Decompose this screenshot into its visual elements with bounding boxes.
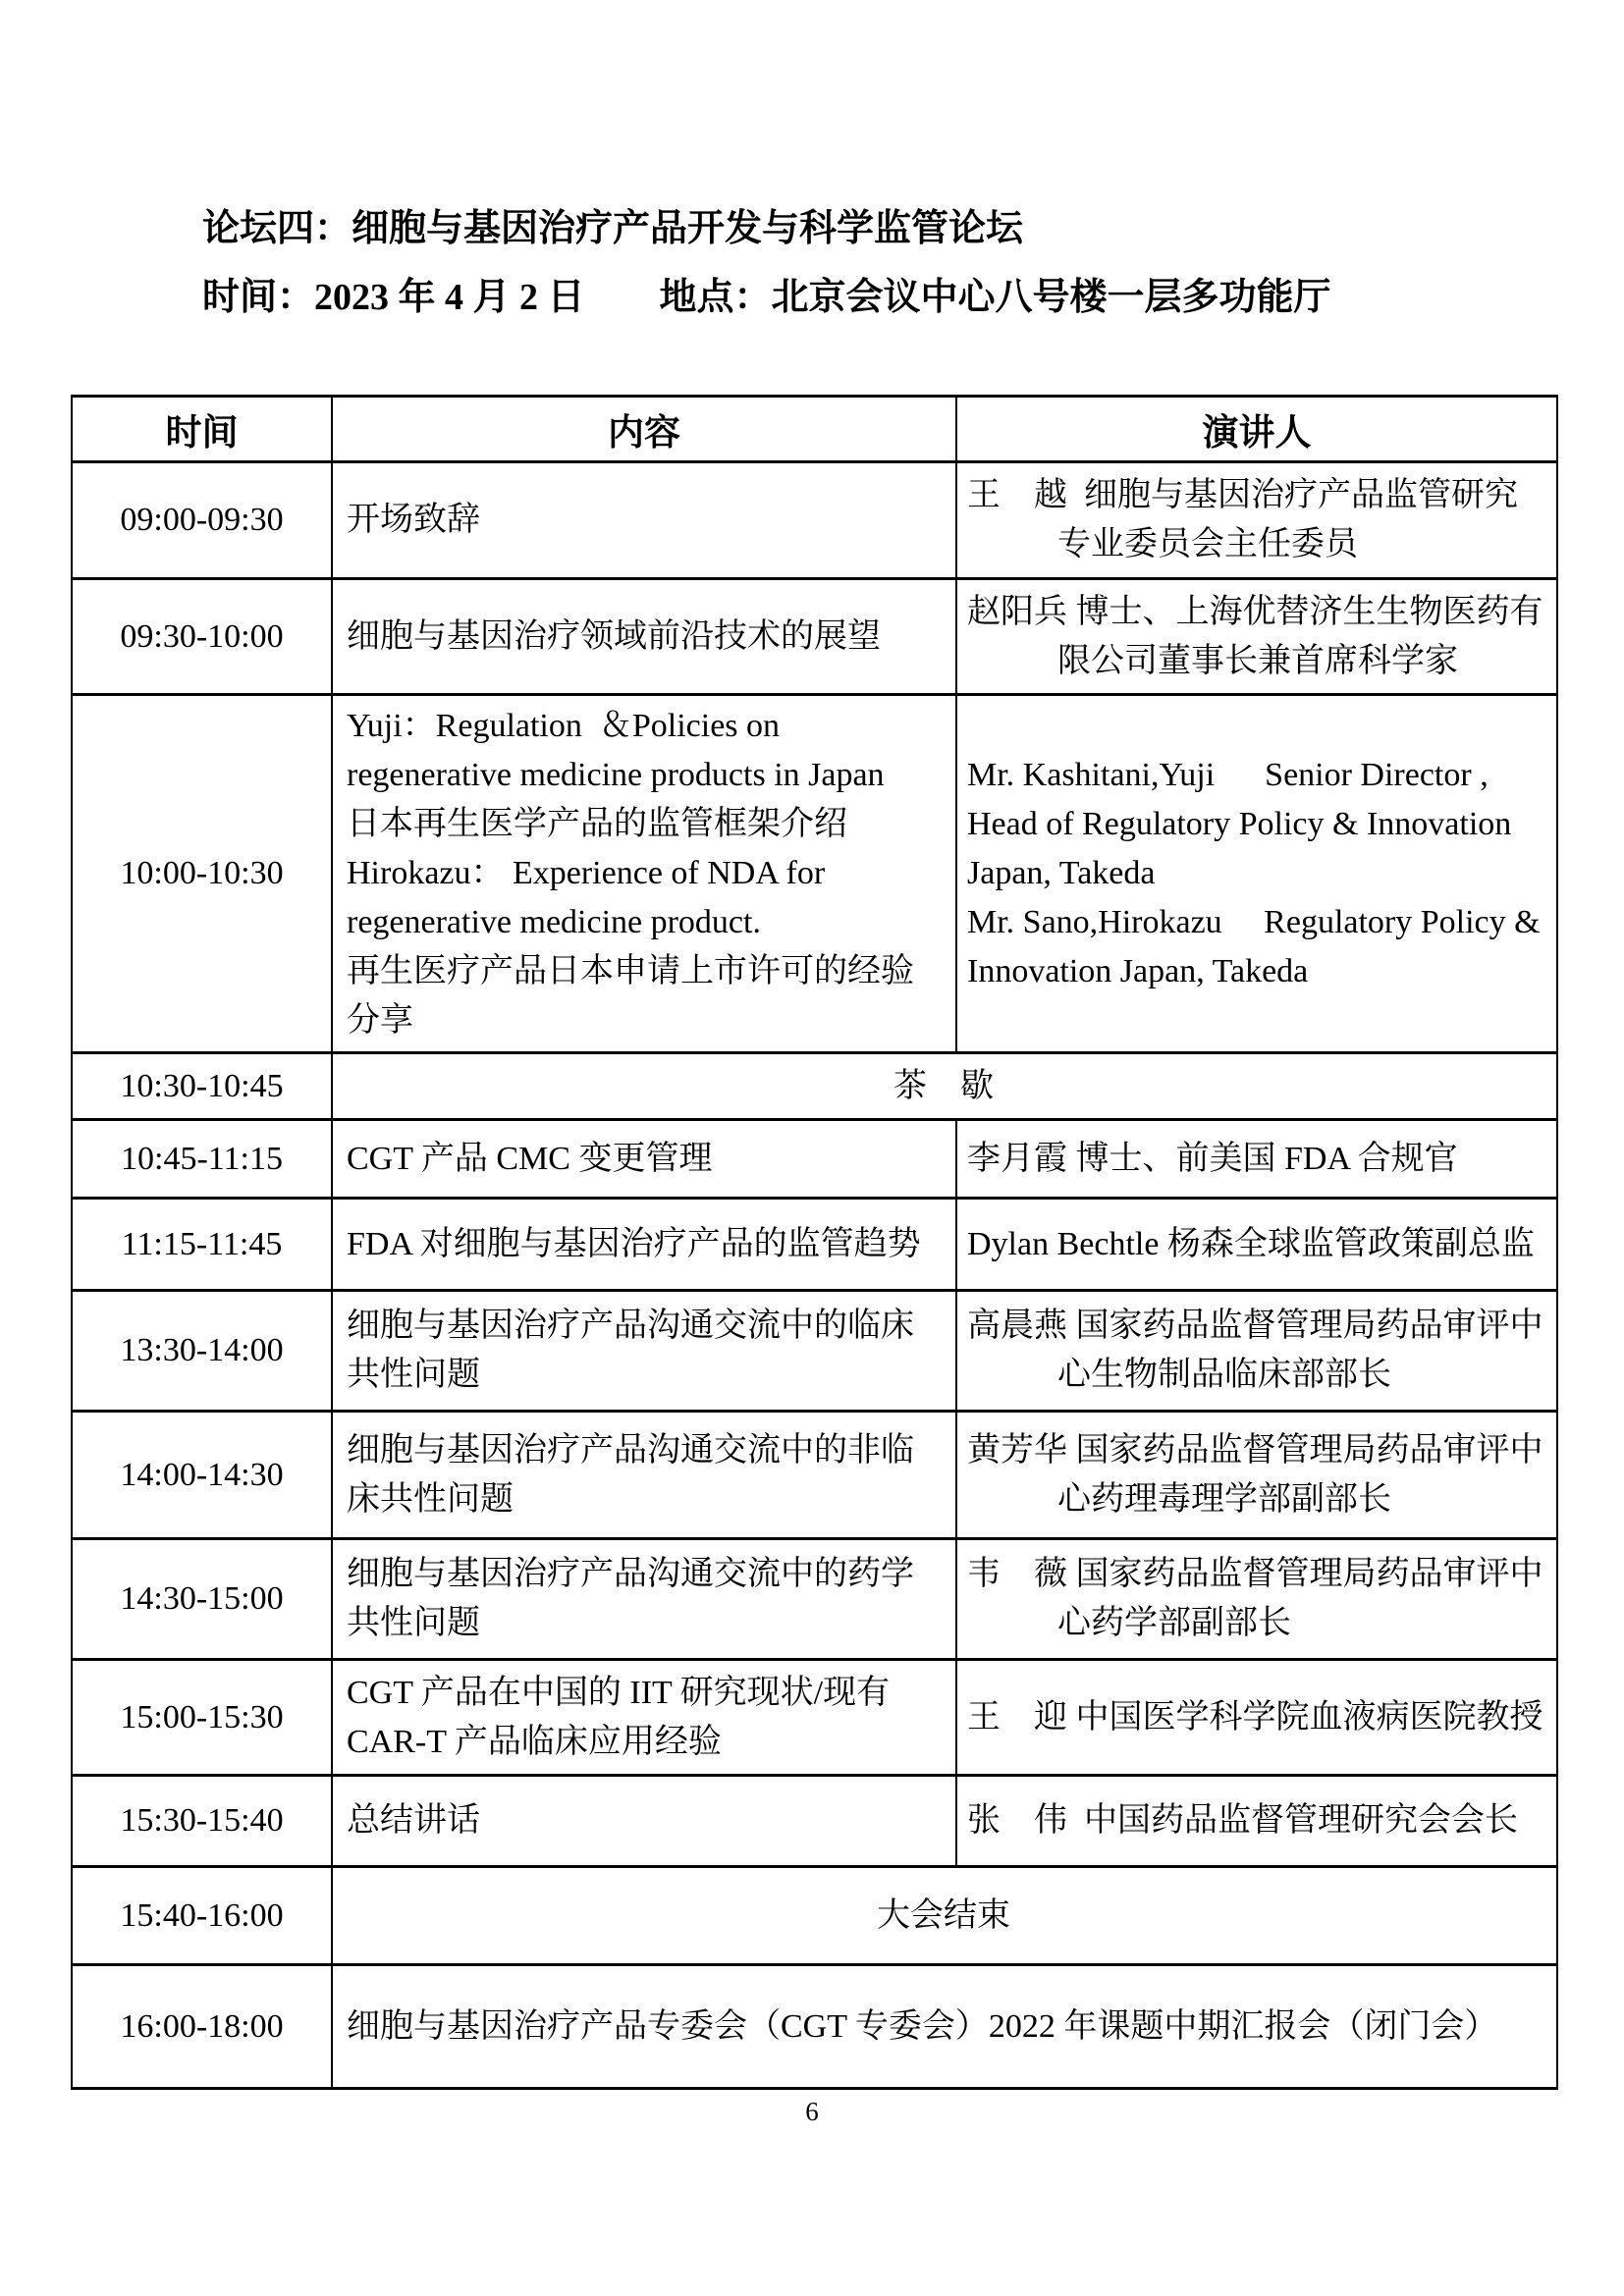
session-title: CGT 产品 CMC 变更管理: [347, 1140, 713, 1177]
page-number: 6: [805, 2097, 819, 2126]
time-cell: 09:00-09:30: [72, 462, 332, 579]
session-title: 细胞与基因治疗领域前沿技术的展望: [347, 617, 881, 655]
table-header-row: [72, 397, 1557, 462]
page-title: 论坛四：细胞与基因治疗产品开发与科学监管论坛: [202, 208, 1024, 249]
time-cell: 14:30-15:00: [72, 1539, 332, 1660]
time-cell: 15:30-15:40: [72, 1776, 332, 1867]
table-row: [72, 1776, 1557, 1867]
session-title: FDA 对细胞与基因治疗产品的监管趋势: [347, 1225, 921, 1262]
header-cell-time: 时间: [72, 397, 332, 462]
merged-cell: [332, 1965, 1557, 2089]
time-cell: 14:00-14:30: [72, 1412, 332, 1539]
speaker-info: 王 越 细胞与基因治疗产品监管研究专业委员会主任委员: [967, 477, 1518, 562]
time-cell: 15:40-16:00: [72, 1867, 332, 1965]
speaker-cell: [956, 1291, 1557, 1412]
time-cell: 10:30-10:45: [72, 1053, 332, 1120]
content-cell: [332, 1776, 956, 1867]
speaker-cell: [956, 579, 1557, 695]
session-title: 细胞与基因治疗产品沟通交流中的非临床共性问题: [347, 1431, 914, 1518]
table-row: [72, 695, 1557, 1053]
table-row: [72, 1412, 1557, 1539]
content-cell: [332, 695, 956, 1053]
speaker-cell: [956, 695, 1557, 1053]
session-title: Hirokazu： Experience of NDA for regenerative medicine product.: [347, 855, 834, 940]
time-cell: 10:00-10:30: [72, 695, 332, 1053]
speaker-info: 高晨燕 国家药品监督管理局药品审评中心生物制品临床部部长: [967, 1308, 1543, 1393]
merged-cell: [332, 1053, 1557, 1120]
table-row: [72, 462, 1557, 579]
header-cell-speaker: 演讲人: [956, 397, 1557, 462]
speaker-cell: [956, 1539, 1557, 1660]
content-cell: [332, 1120, 956, 1199]
time-cell: 15:00-15:30: [72, 1660, 332, 1776]
session-title: 细胞与基因治疗产品沟通交流中的药学共性问题: [347, 1556, 914, 1641]
table-row: [72, 579, 1557, 695]
content-cell: [332, 1412, 956, 1539]
content-cell: [332, 579, 956, 695]
session-title: 开场致辞: [347, 502, 480, 538]
speaker-cell: [956, 1776, 1557, 1867]
table-row: [72, 1867, 1557, 1965]
session-title: 细胞与基因治疗产品专委会（CGT 专委会）2022 年课题中期汇报会（闭门会）: [347, 2007, 1498, 2045]
content-cell: [332, 462, 956, 579]
speaker-info: 黄芳华 国家药品监督管理局药品审评中心药理毒理学部副部长: [967, 1431, 1543, 1518]
table-row: [72, 1660, 1557, 1776]
speaker-info: 韦 薇 国家药品监督管理局药品审评中心药学部副部长: [967, 1556, 1543, 1641]
content-cell: [332, 1539, 956, 1660]
time-cell: 16:00-18:00: [72, 1965, 332, 2089]
closing-label: 大会结束: [877, 1896, 1010, 1934]
header-cell-content: 内容: [332, 397, 956, 462]
speaker-info: 张 伟 中国药品监督管理研究会会长: [967, 1802, 1518, 1839]
speaker-info: 赵阳兵 博士、上海优替济生生物医药有限公司董事长兼首席科学家: [967, 593, 1543, 679]
speaker-cell: [956, 462, 1557, 579]
table-row: [72, 1120, 1557, 1199]
page-subtitle: 时间：2023 年 4 月 2 日 地点：北京会议中心八号楼一层多功能厅: [202, 277, 1331, 318]
speaker-cell: [956, 1660, 1557, 1776]
document-header: [202, 194, 1331, 332]
time-cell: 10:45-11:15: [72, 1120, 332, 1199]
session-title: Yuji：Regulation ＆Policies on regenerative medicine products in Japan: [347, 708, 885, 793]
break-label: 茶 歇: [893, 1067, 994, 1104]
session-title: 总结讲话: [347, 1802, 480, 1839]
speaker-info: Mr. Sano,Hirokazu Regulatory Policy & Innovation Japan, Takeda: [967, 904, 1549, 989]
session-title: CGT 产品在中国的 IIT 研究现状/现有 CAR-T 产品临床应用经验: [347, 1674, 898, 1760]
speaker-info: Dylan Bechtle 杨森全球监管政策副总监: [967, 1225, 1535, 1262]
time-cell: 11:15-11:45: [72, 1199, 332, 1291]
content-cell: [332, 1660, 956, 1776]
table-row: [72, 1199, 1557, 1291]
merged-cell: [332, 1867, 1557, 1965]
session-title: 日本再生医学产品的监管框架介绍: [347, 806, 847, 842]
speaker-info: 王 迎 中国医学科学院血液病医院教授: [967, 1698, 1543, 1735]
table-row: [72, 1965, 1557, 2089]
speaker-info: 李月霞 博士、前美国 FDA 合规官: [967, 1140, 1458, 1177]
table-row: [72, 1539, 1557, 1660]
speaker-cell: [956, 1120, 1557, 1199]
session-title: 再生医疗产品日本申请上市许可的经验分享: [347, 953, 914, 1039]
session-title: 细胞与基因治疗产品沟通交流中的临床共性问题: [347, 1308, 914, 1393]
time-cell: 13:30-14:00: [72, 1291, 332, 1412]
speaker-cell: [956, 1412, 1557, 1539]
speaker-cell: [956, 1199, 1557, 1291]
agenda-table: [71, 395, 1558, 2090]
table-row: [72, 1291, 1557, 1412]
time-cell: 09:30-10:00: [72, 579, 332, 695]
content-cell: [332, 1199, 956, 1291]
content-cell: [332, 1291, 956, 1412]
table-row: [72, 1053, 1557, 1120]
speaker-info: Mr. Kashitani,Yuji Senior Director , Head of Regulatory Policy & Innovation Japan, Takeda: [967, 757, 1520, 891]
